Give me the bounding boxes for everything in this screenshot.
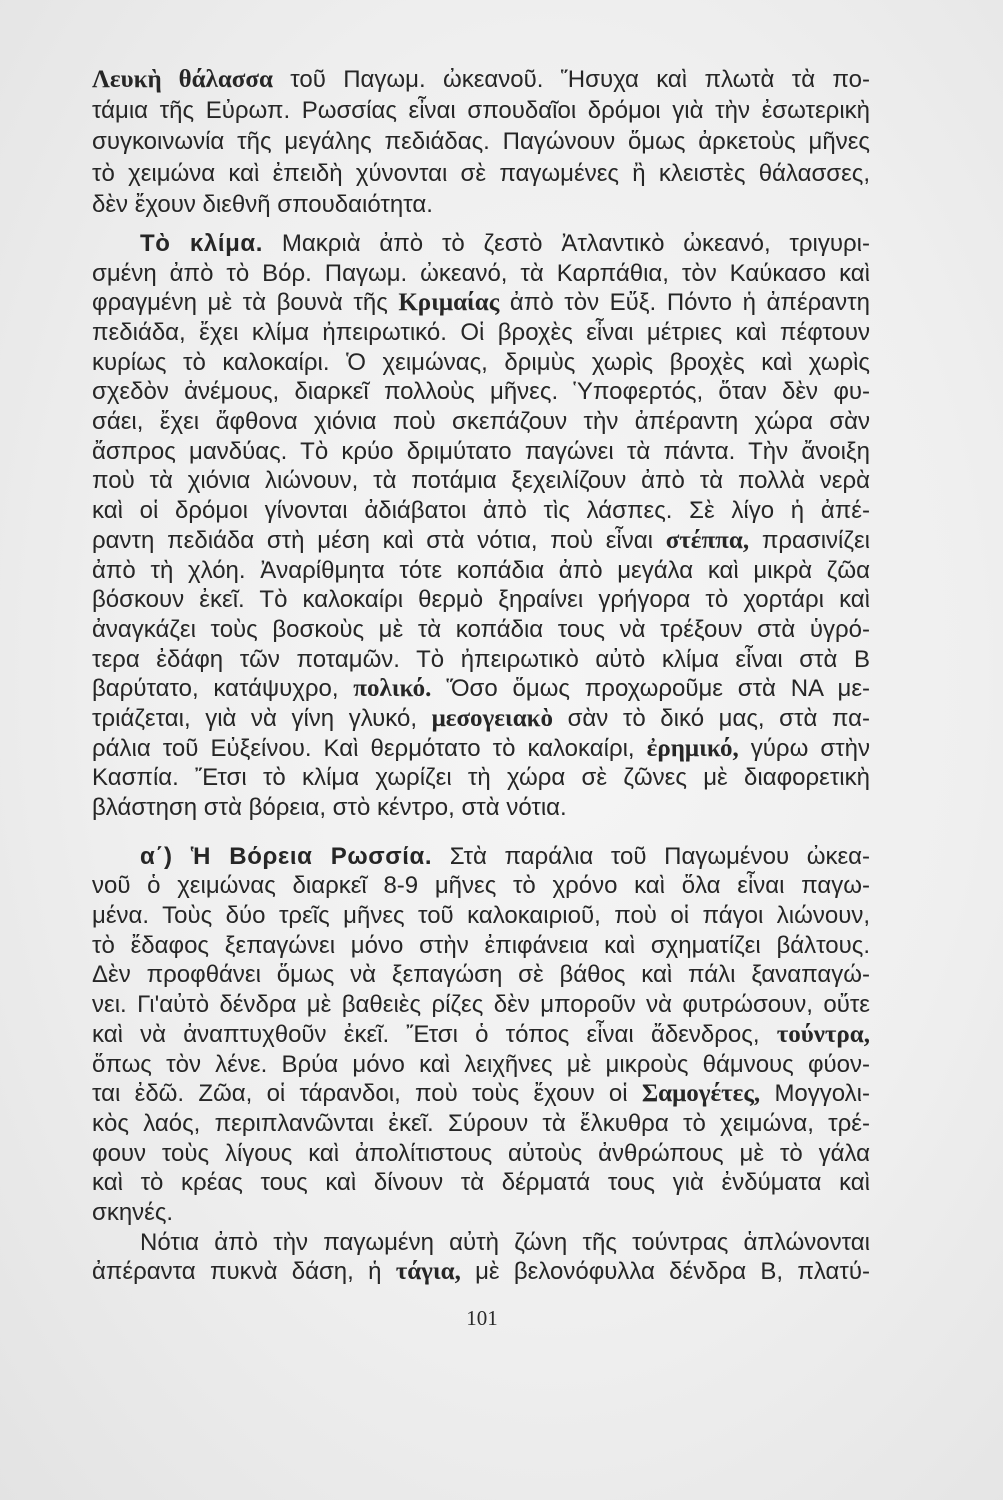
emphasized-term: πολικό. [353, 675, 432, 703]
page-number: 101 [466, 1306, 498, 1330]
text-line [92, 1020, 870, 1050]
text-line [92, 734, 870, 764]
text-line [92, 526, 870, 556]
text-line: καὶ οἱ δρόμοι γίνονται ἀδιάβατοι ἀπὸ τὶς λάσπες. Σὲ λίγο ἡ ἀπέ- [92, 497, 870, 525]
text-line: ἄσπρος μανδύας. Τὸ κρύο δριμύτατο παγώνει τὰ πάντα. Τὴν ἄνοιξη [92, 437, 870, 465]
emphasized-term: μεσογειακὸ [431, 704, 554, 732]
emphasized-term: ἐρημικό, [646, 734, 739, 762]
text-run: ται ἐδῶ. Ζῶα, οἱ τάρανδοι, ποὺ τοὺς ἔχουν οἱ [92, 1080, 642, 1108]
text-run: μὲ βελονόφυλλα δένδρα Β, πλατύ- [460, 1258, 870, 1286]
text-line: ἀπὸ τὴ χλόη. Ἀναρίθμητα τότε κοπάδια ἀπὸ μεγάλα καὶ μικρὰ ζῶα [92, 556, 870, 584]
text-line: κυρίως τὸ καλοκαίρι. Ὁ χειμώνας, δριμὺς χωρὶς βροχὲς καὶ χωρὶς [92, 348, 870, 376]
text-line: τερα ἐδάφη τῶν ποταμῶν. Τὸ ἠπειρωτικὸ αὐτὸ κλίμα εἶναι στὰ Β [92, 645, 870, 673]
text-line [92, 64, 870, 95]
text-run: τριάζεται, γιὰ νὰ γίνη γλυκό, [92, 704, 432, 732]
paragraph [92, 229, 870, 823]
text-line: ποὺ τὰ χιόνια λιώνουν, τὰ ποτάμια ξεχειλίζουν ἀπὸ τὰ πολλὰ νερὰ [92, 467, 870, 495]
emphasized-term: Κριμαίας [398, 289, 500, 317]
emphasized-term: τούντρα, [776, 1020, 870, 1048]
paragraph [92, 1228, 870, 1287]
body-text [92, 64, 870, 1287]
text-line: τάμια τῆς Εὐρωπ. Ρωσσίας εἶναι σπουδαῖοι δρόμοι γιὰ τὴν ἐσωτερικὴ [92, 97, 870, 125]
text-line [92, 1257, 870, 1287]
emphasized-term: τάγια, [395, 1258, 461, 1286]
text-run: πρασινίζει [749, 526, 870, 554]
text-line: ἀναγκάζει τοὺς βοσκοὺς μὲ τὰ κοπάδια τους νὰ τρέξουν στὰ ὑγρό- [92, 615, 870, 643]
section-heading: α΄) Ἡ Βόρεια Ρωσσία. [140, 842, 433, 870]
text-line: τὸ χειμώνα καὶ ἐπειδὴ χύνονται σὲ παγωμένες ἢ κλειστὲς θάλασσες, [92, 159, 870, 187]
text-line: σκηνές. [92, 1198, 174, 1226]
text-run: Στὰ παράλια τοῦ Παγωμένου ὠκεα- [432, 842, 871, 870]
text-run: Ὅσο ὅμως προχωροῦμε στὰ ΝΑ με- [431, 675, 871, 703]
emphasized-term: Λευκὴ θάλασσα [92, 66, 273, 93]
text-line: σμένη ἀπὸ τὸ Βόρ. Παγωμ. ὠκεανό, τὰ Καρπάθια, τὸν Καύκασο καὶ [92, 259, 870, 287]
text-line: σάει, ἔχει ἄφθονα χιόνια ποὺ σκεπάζουν τὴν ἀπέραντη χώρα σὰν [92, 408, 870, 436]
emphasized-term: στέππα, [665, 526, 750, 554]
paragraph [92, 842, 870, 1228]
text-run: Μακριὰ ἀπὸ τὸ ζεστὸ Ἀτλαντικὸ ὠκεανό, τριγυρι- [263, 229, 870, 257]
text-line: βλάστηση στὰ βόρεια, στὸ κέντρο, στὰ νότια. [92, 794, 567, 821]
text-line: νοῦ ὁ χειμώνας διαρκεῖ 8-9 μῆνες τὸ χρόνο καὶ ὅλα εἶναι παγω- [92, 872, 870, 900]
text-run: τοῦ Παγωμ. ὠκεανοῦ. Ἥσυχα καὶ πλωτὰ τὰ πο- [272, 66, 870, 93]
text-line: καὶ τὸ κρέας τους καὶ δίνουν τὰ δέρματά τους γιὰ ἐνδύματα καὶ [92, 1169, 870, 1197]
text-line: φουν τοὺς λίγους καὶ ἀπολίτιστους αὐτοὺς ἀνθρώπους μὲ τὸ γάλα [92, 1139, 870, 1167]
emphasized-term: Σαμογέτες, [641, 1080, 761, 1108]
text-line [92, 704, 870, 734]
text-line: νει. Γι'αὐτὸ δένδρα μὲ βαθειὲς ρίζες δὲν μποροῦν νὰ φυτρώσουν, οὔτε [92, 991, 870, 1019]
text-run: βαρύτατο, κατάψυχρο, [92, 675, 354, 703]
text-line: τὸ ἔδαφος ξεπαγώνει μόνο στὴν ἐπιφάνεια καὶ σχηματίζει βάλτους. [92, 931, 870, 959]
text-line: ὅπως τὸν λένε. Βρύα μόνο καὶ λειχῆνες μὲ μικροὺς θάμνους φύον- [92, 1050, 870, 1078]
text-run: καὶ νὰ ἀναπτυχθοῦν ἐκεῖ. Ἔτσι ὁ τόπος εἶναι ἄδενδρος, [92, 1020, 777, 1048]
text-line: βόσκουν ἐκεῖ. Τὸ καλοκαίρι θερμὸ ξηραίνει γρήγορα τὸ χορτάρι καὶ [92, 586, 870, 614]
text-run: Μογγολι- [760, 1080, 870, 1108]
text-line: Κασπία. Ἔτσι τὸ κλίμα χωρίζει τὴ χώρα σὲ ζῶνες μὲ διαφορετικὴ [92, 764, 870, 792]
text-run: ἀπέραντα πυκνὰ δάση, ἡ [92, 1258, 396, 1286]
text-run: σὰν τὸ δικό μας, στὰ πα- [553, 704, 870, 732]
text-line [92, 288, 870, 318]
text-line [92, 842, 870, 872]
text-line: μένα. Τοὺς δύο τρεῖς μῆνες τοῦ καλοκαιριοῦ, ποὺ οἱ πάγοι λιώνουν, [92, 902, 870, 930]
text-line [92, 229, 870, 259]
text-line: σχεδὸν ἀνέμους, διαρκεῖ πολλοὺς μῆνες. Ὑποφερτός, ὅταν δὲν φυ- [92, 378, 870, 406]
text-run: ραντη πεδιάδα στὴ μέση καὶ στὰ νότια, ποὺ εἶναι [92, 526, 666, 554]
text-line [92, 1079, 870, 1109]
section-heading: Τὸ κλίμα. [140, 229, 264, 257]
text-run: ἀπὸ τὸν Εὔξ. Πόντο ἡ ἀπέραντη [499, 289, 870, 317]
text-line: συγκοινωνία τῆς μεγάλης πεδιάδας. Παγώνουν ὅμως ἀρκετοὺς μῆνες [92, 128, 870, 156]
text-run: ράλια τοῦ Εὐξείνου. Καὶ θερμότατο τὸ καλοκαίρι, [92, 734, 647, 762]
paragraph [92, 64, 870, 220]
text-run: γύρω στὴν [738, 734, 870, 762]
text-line: Νότια ἀπὸ τὴν παγωμένη αὐτὴ ζώνη τῆς τούντρας ἁπλώνονται [140, 1228, 870, 1256]
text-line: Δὲν προφθάνει ὅμως νὰ ξεπαγώση σὲ βάθος καὶ πάλι ξαναπαγώ- [92, 961, 870, 989]
text-run: φραγμένη μὲ τὰ βουνὰ τῆς [92, 289, 399, 317]
text-line: πεδιάδα, ἔχει κλίμα ἠπειρωτικό. Οἱ βροχὲς εἶναι μέτριες καὶ πέφτουν [92, 319, 870, 346]
text-line: δὲν ἔχουν διεθνῆ σπουδαιότητα. [92, 190, 433, 218]
text-line [92, 674, 870, 704]
text-line: κὸς λαός, περιπλανῶνται ἐκεῖ. Σύρουν τὰ ἔλκυθρα τὸ χειμώνα, τρέ- [92, 1109, 870, 1137]
